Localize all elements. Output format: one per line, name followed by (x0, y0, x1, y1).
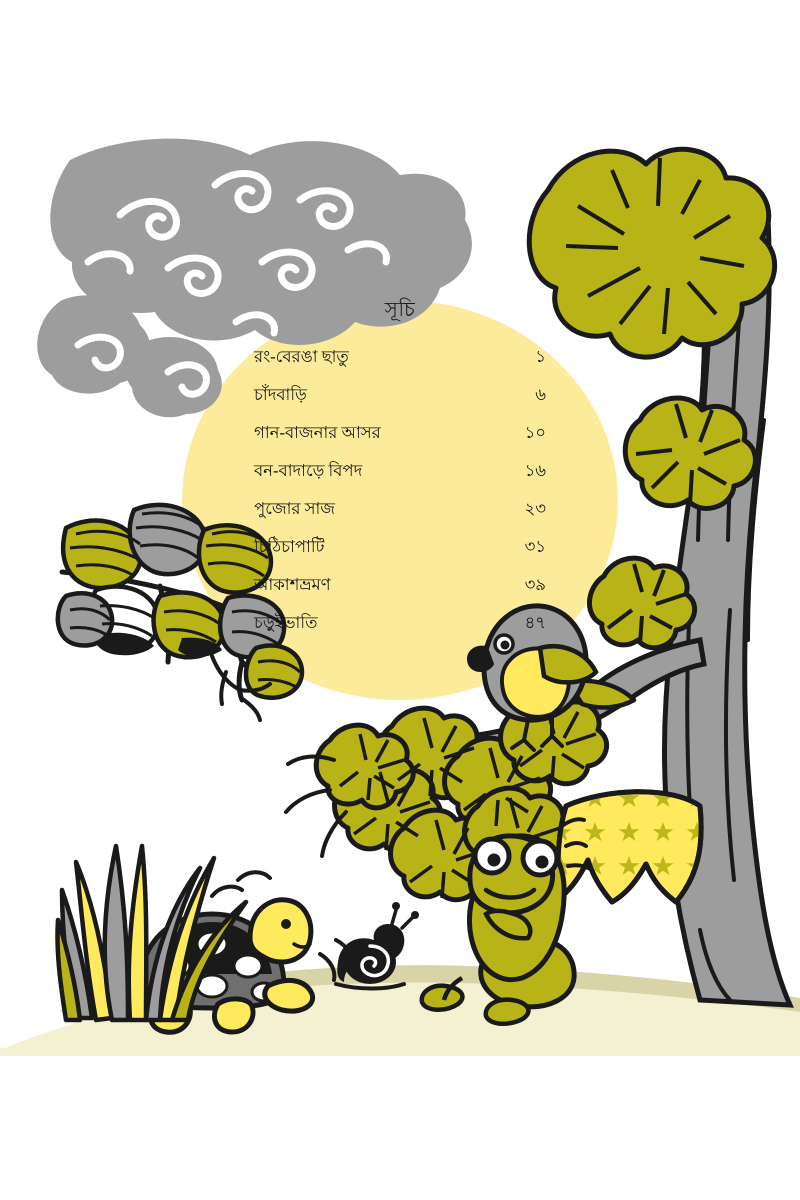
toc-entry[interactable] (250, 458, 550, 496)
toc-entry[interactable] (250, 344, 550, 382)
toc-entry-page: ৪৭ (524, 613, 546, 632)
toc-entry-label: চাঁদবাড়ি (254, 385, 307, 404)
toc-entry-page: ৩১ (524, 537, 546, 556)
toc-entry[interactable] (250, 610, 550, 648)
toc-entry-label: চিঠিচাপাটি (254, 537, 325, 556)
toc-entry[interactable] (250, 420, 550, 458)
toc-entry-page: ১ (535, 347, 546, 366)
toc-entry-label: রং-বেরঙা ছাতু (254, 347, 349, 366)
toc-entry-label: গান-বাজনার আসর (254, 423, 381, 442)
toc-title: সূচি (384, 299, 416, 321)
toc-entry-page: ৬ (535, 385, 546, 404)
toc-list (250, 344, 550, 648)
toc-entry-label: আকাশভ্রমণ (254, 575, 331, 594)
toc-entry[interactable] (250, 572, 550, 610)
toc-entry-page: ১৬ (524, 461, 546, 480)
toc-entry-label: পুজোর সাজ (254, 499, 336, 518)
umbrella (558, 792, 701, 902)
toc-entry-page: ২৩ (524, 499, 546, 518)
toc-entry[interactable] (250, 382, 550, 420)
toc-entry-label: চড়ুইভাতি (254, 613, 318, 632)
table-of-contents (250, 295, 550, 648)
toc-entry-page: ১০ (524, 423, 546, 442)
toc-entry[interactable] (250, 496, 550, 534)
toc-entry-label: বন-বাদাড়ে বিপদ (254, 461, 363, 480)
toc-entry-page: ৩৯ (524, 575, 546, 594)
toc-entry[interactable] (250, 534, 550, 572)
